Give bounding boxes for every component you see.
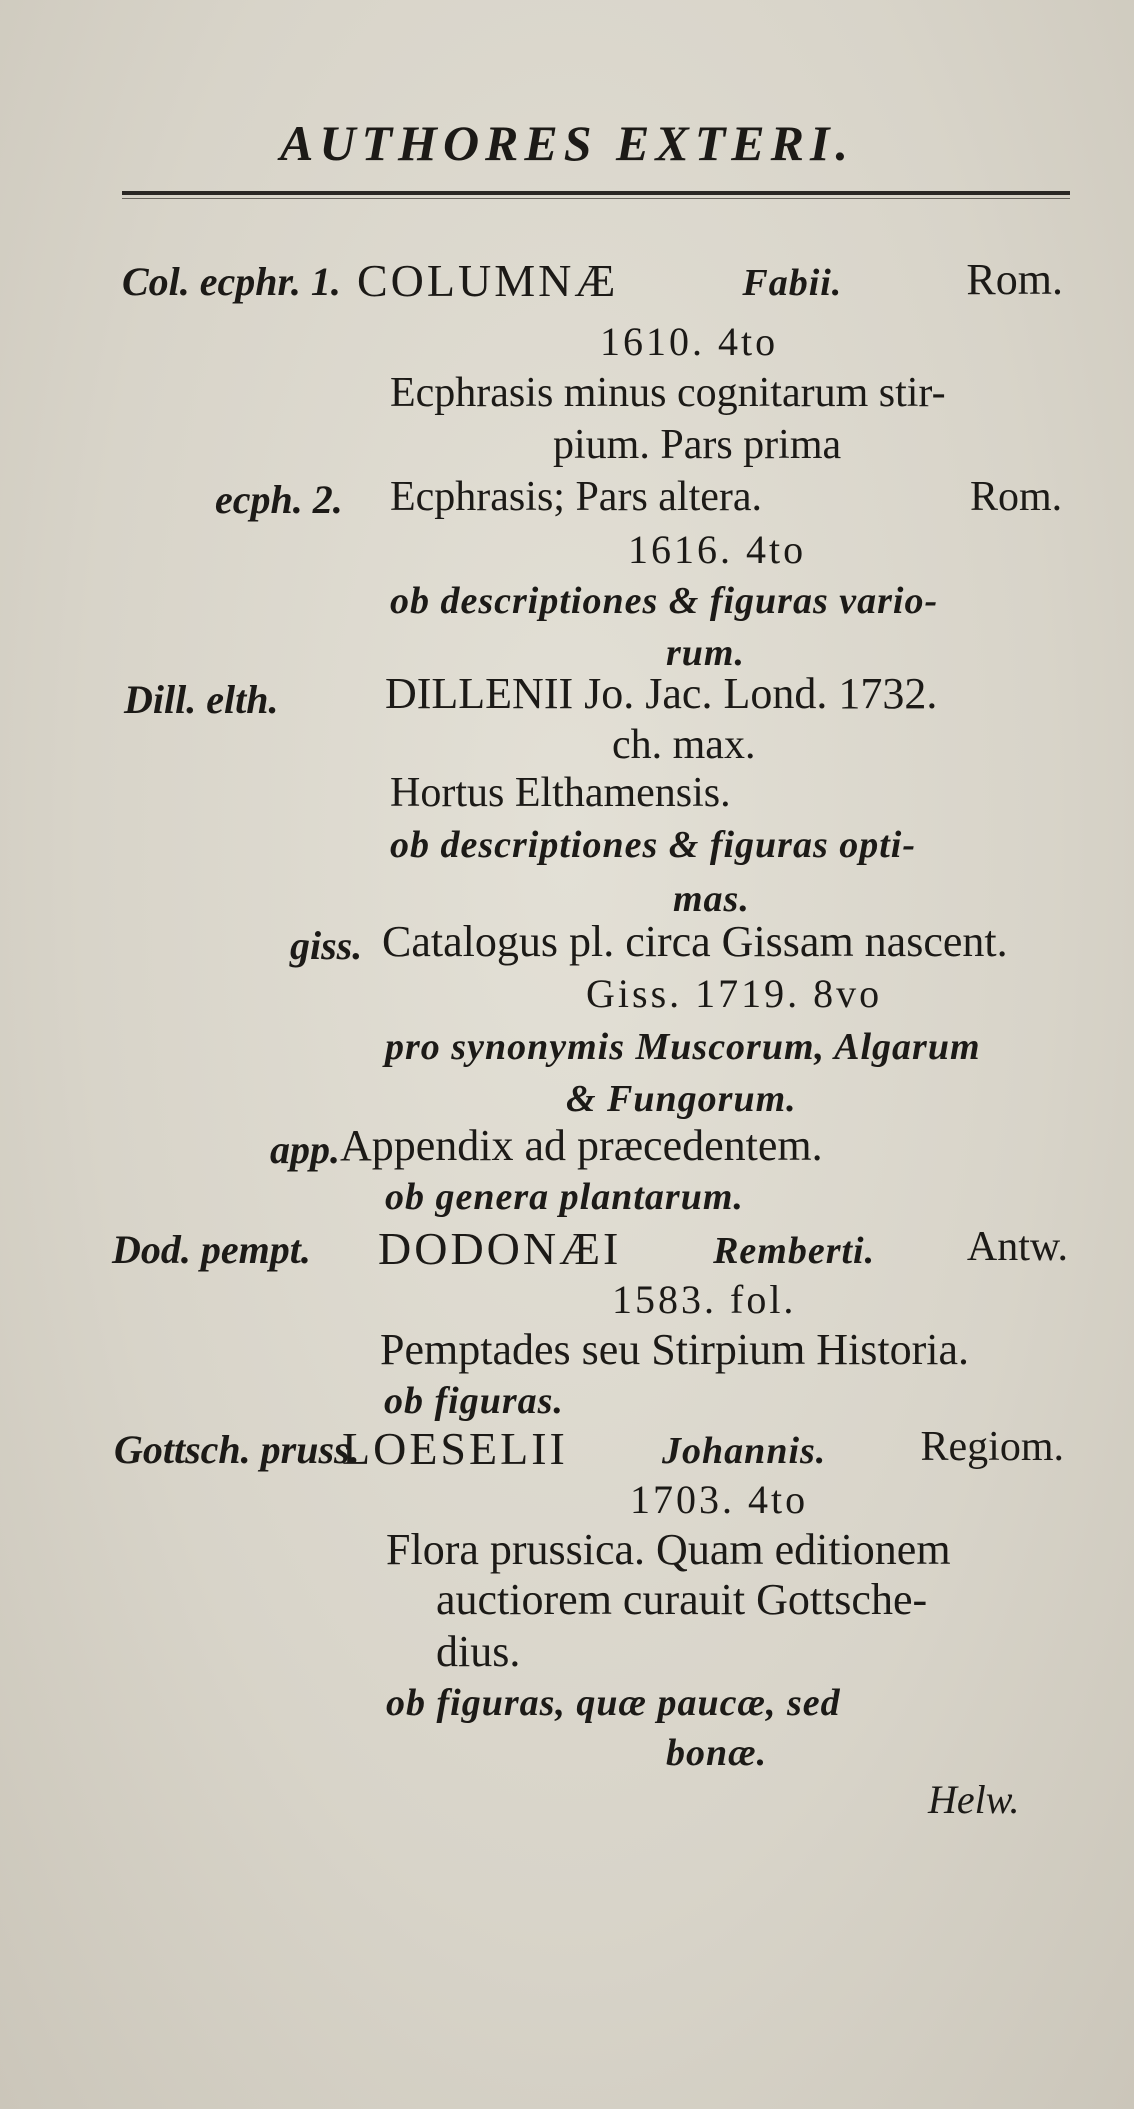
publication-date: 1610. 4to	[600, 319, 779, 364]
work-title: Appendix ad præcedentem.	[340, 1121, 823, 1170]
publication-place: Antw.	[966, 1224, 1068, 1270]
publication-date: Giss. 1719. 8vo	[586, 971, 883, 1016]
entry-abbr: Dill. elth.	[124, 677, 279, 722]
author-name: LOESELII	[342, 1423, 568, 1474]
running-header: AUTHORES EXTERI.	[280, 115, 854, 171]
citation-note: ob descriptiones & figuras vario-	[390, 580, 939, 622]
entry-abbr: app.	[270, 1127, 340, 1172]
work-title-cont: auctiorem curauit Gottsche-	[436, 1575, 928, 1624]
citation-note: pro synonymis Muscorum, Algarum	[385, 1026, 981, 1068]
work-title: Pemptades seu Stirpium Historia.	[380, 1325, 970, 1374]
citation-note: ob descriptiones & figuras opti-	[390, 824, 917, 866]
publication-date: 1583. fol.	[612, 1277, 797, 1322]
citation-note: ob genera plantarum.	[385, 1176, 744, 1218]
header-rule-thin	[122, 198, 1070, 199]
entry-heading	[342, 1423, 1064, 1474]
publication-place: Rom.	[966, 255, 1063, 304]
entry-abbr: Gottsch. pruss.	[114, 1427, 360, 1472]
publication-place: Regiom.	[920, 1424, 1064, 1470]
citation-note: ob figuras.	[384, 1380, 564, 1422]
author-given: Johannis.	[662, 1430, 827, 1472]
entry-abbr: Dod. pempt.	[112, 1227, 311, 1272]
entry-heading: DILLENII Jo. Jac. Lond. 1732.	[385, 669, 938, 718]
entry-abbr: giss.	[290, 923, 363, 968]
publication-date: ch. max.	[612, 722, 756, 768]
work-title-cont: pium. Pars prima	[553, 422, 842, 468]
citation-note-cont: bonæ.	[666, 1732, 768, 1774]
work-title: Ecphrasis; Pars altera.	[390, 474, 763, 520]
citation-note-cont: mas.	[673, 878, 750, 920]
citation-note: ob figuras, quæ paucæ, sed	[386, 1682, 841, 1724]
publication-place: Rom.	[970, 474, 1063, 520]
author-name: COLUMNÆ	[357, 255, 619, 306]
work-title: Flora prussica. Quam editionem	[386, 1525, 951, 1574]
citation-note-cont: & Fungorum.	[566, 1078, 797, 1120]
author-given: Fabii.	[742, 262, 843, 304]
work-title: Ecphrasis minus cognitarum stir-	[390, 370, 946, 416]
entry-abbr: ecph. 2.	[215, 477, 343, 522]
catchword: Helw.	[928, 1777, 1020, 1822]
author-given: Remberti.	[713, 1230, 876, 1272]
entry-abbr: Col. ecphr. 1.	[122, 259, 341, 304]
work-title: Catalogus pl. circa Gissam nascent.	[382, 917, 1008, 966]
work-title-cont: dius.	[436, 1627, 521, 1676]
author-name: DODONÆI	[378, 1223, 622, 1274]
header-rule	[122, 191, 1070, 195]
entry-heading	[378, 1223, 1068, 1274]
citation-note-cont: rum.	[666, 632, 745, 674]
publication-date: 1703. 4to	[630, 1477, 809, 1522]
publication-date: 1616. 4to	[628, 527, 807, 572]
entry-heading	[357, 255, 1063, 306]
work-title: Hortus Elthamensis.	[390, 770, 731, 816]
